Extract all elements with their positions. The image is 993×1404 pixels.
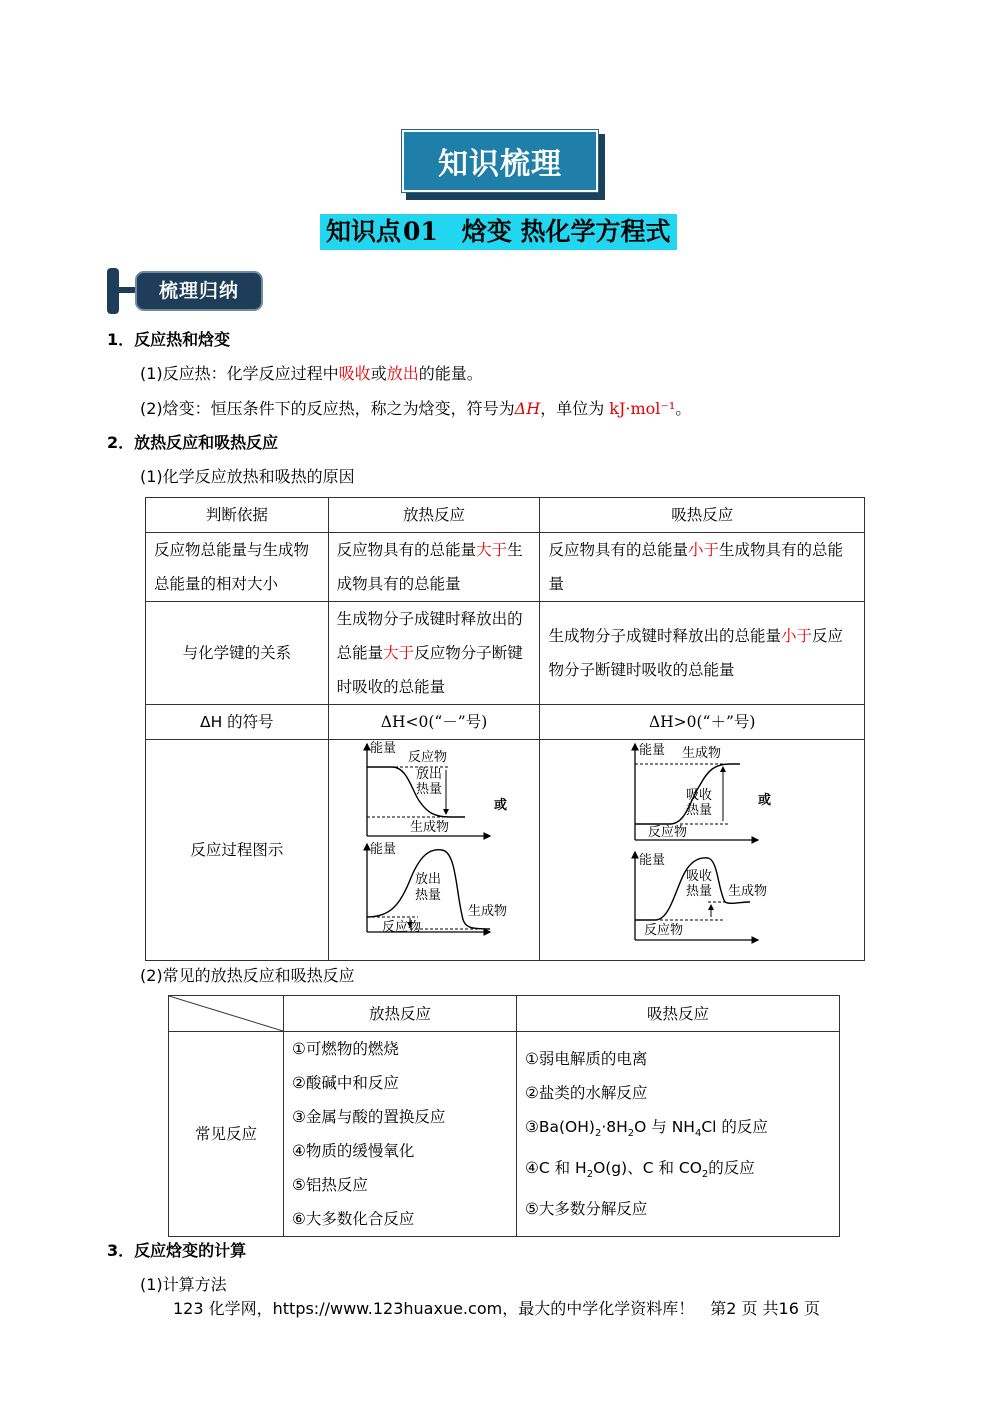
table-cell: ΔH>0(“＋”号) [540,705,865,740]
table-header: 判断依据 [146,498,329,533]
summary-badge-label: 梳理归纳 [135,271,263,311]
reactant-label: 反应物 [648,825,688,840]
list-item: ⑤大多数分解反应 [524,1200,648,1219]
exothermic-diagram-bottom [367,841,507,935]
energy-diagrams [330,740,865,960]
table-row [146,533,865,602]
table-row [169,1032,840,1237]
table-cell: 反应物总能量与生成物总能量的相对大小 [146,533,329,602]
table-cell: 反应物具有的总能量大于生成物具有的总能量 [328,533,540,602]
list-item: ①弱电解质的电离 [524,1049,648,1068]
energy-axis-label: 能量 [639,743,666,758]
energy-axis-label: 能量 [370,741,397,756]
energy-axis-label: 能量 [639,853,666,868]
exothermic-diagram-top [367,740,507,836]
subsection-2-2: (2)常见的放热反应和吸热反应 [140,966,355,985]
subsection-2-1: (1)化学反应放热和吸热的原因 [140,467,355,486]
release-label: 放出 [415,872,442,887]
absorb-label: 吸收 [686,788,713,803]
heat-label: 热量 [416,782,443,797]
reactant-label: 反应物 [408,750,448,765]
table-cell: 生成物分子成键时释放出的总能量大于反应物分子断键时吸收的总能量 [328,602,540,705]
list-item: ②酸碱中和反应 [292,1074,399,1092]
reactant-label: 反应物 [644,923,684,938]
endothermic-diagram-top [635,742,771,840]
table-header: 吸热反应 [540,498,865,533]
energy-axis-label: 能量 [370,842,397,857]
list-item: ④C 和 $H_2O(g)$、C 和 $CO_2$的反应 [524,1159,755,1181]
section-3-heading: 3．反应焓变的计算 [107,1241,247,1260]
reactant-label: 反应物 [382,920,422,935]
subsection-3-1: (1)计算方法 [140,1275,227,1294]
page-footer: 123 化学网，https://www.123huaxue.com，最大的中学化学资料库！ 第2 页 共16 页 [173,1299,820,1318]
product-label: 生成物 [468,904,508,919]
table-cell: 反应物具有的总能量小于生成物具有的总能量 [540,533,865,602]
or-label: 或 [758,793,772,808]
section-2-heading: 2．放热反应和吸热反应 [107,433,279,452]
list-item: ②盐类的水解反应 [524,1083,648,1102]
table-header: 放热反应 [328,498,540,533]
table-cell: ΔH 的符号 [146,705,329,740]
reaction-heat-definition: (1)反应热：化学反应过程中吸收或放出的能量。 [140,364,483,383]
list-item: ⑥大多数化合反应 [292,1210,415,1228]
section-1-heading: 1．反应热和焓变 [107,330,231,349]
list-item: ①可燃物的燃烧 [292,1040,399,1058]
absorb-label: 吸收 [686,869,713,884]
product-label: 生成物 [682,746,722,761]
list-item: $③Ba(OH)_2\cdot 8H_2O$ 与 $NH_4Cl$ 的反应 [524,1117,768,1139]
list-item: ③金属与酸的置换反应 [292,1108,446,1126]
release-label: 放出 [416,767,443,782]
or-label: 或 [494,798,508,813]
table-row [146,602,865,705]
product-label: 生成物 [410,820,450,835]
table-cell: 反应过程图示 [146,740,329,961]
diagonal-header-cell [169,996,284,1032]
heat-label: 热量 [686,803,713,818]
table-cell: 常见反应 [169,1032,284,1237]
table-row [146,705,865,740]
list-item: ⑤铝热反应 [292,1176,368,1194]
knowledge-point-title: 知识点01 焓变 热化学方程式 [320,214,677,250]
table-header-row [146,498,865,533]
heat-label: 热量 [686,884,713,899]
enthalpy-definition: (2)焓变：恒压条件下的反应热，称之为焓变，符号为ΔH，单位为 kJ·mol⁻¹。 [140,399,692,418]
heat-label: 热量 [415,888,442,903]
list-item: ④物质的缓慢氧化 [292,1142,415,1160]
summary-badge [107,268,267,316]
table-header: 吸热反应 [516,996,839,1032]
endothermic-list [516,1032,839,1237]
section-banner: 知识梳理 [402,130,598,192]
table-cell: 与化学键的关系 [146,602,329,705]
product-label: 生成物 [728,884,768,899]
exothermic-list [284,1032,517,1237]
table-cell: 生成物分子成键时释放出的总能量小于反应物分子断键时吸收的总能量 [540,602,865,705]
table-header: 放热反应 [284,996,517,1032]
endothermic-diagram-bottom [635,852,767,940]
table-header-row [169,996,840,1032]
common-reactions-table [168,995,840,1237]
table-cell: ΔH<0(“－”号) [328,705,540,740]
